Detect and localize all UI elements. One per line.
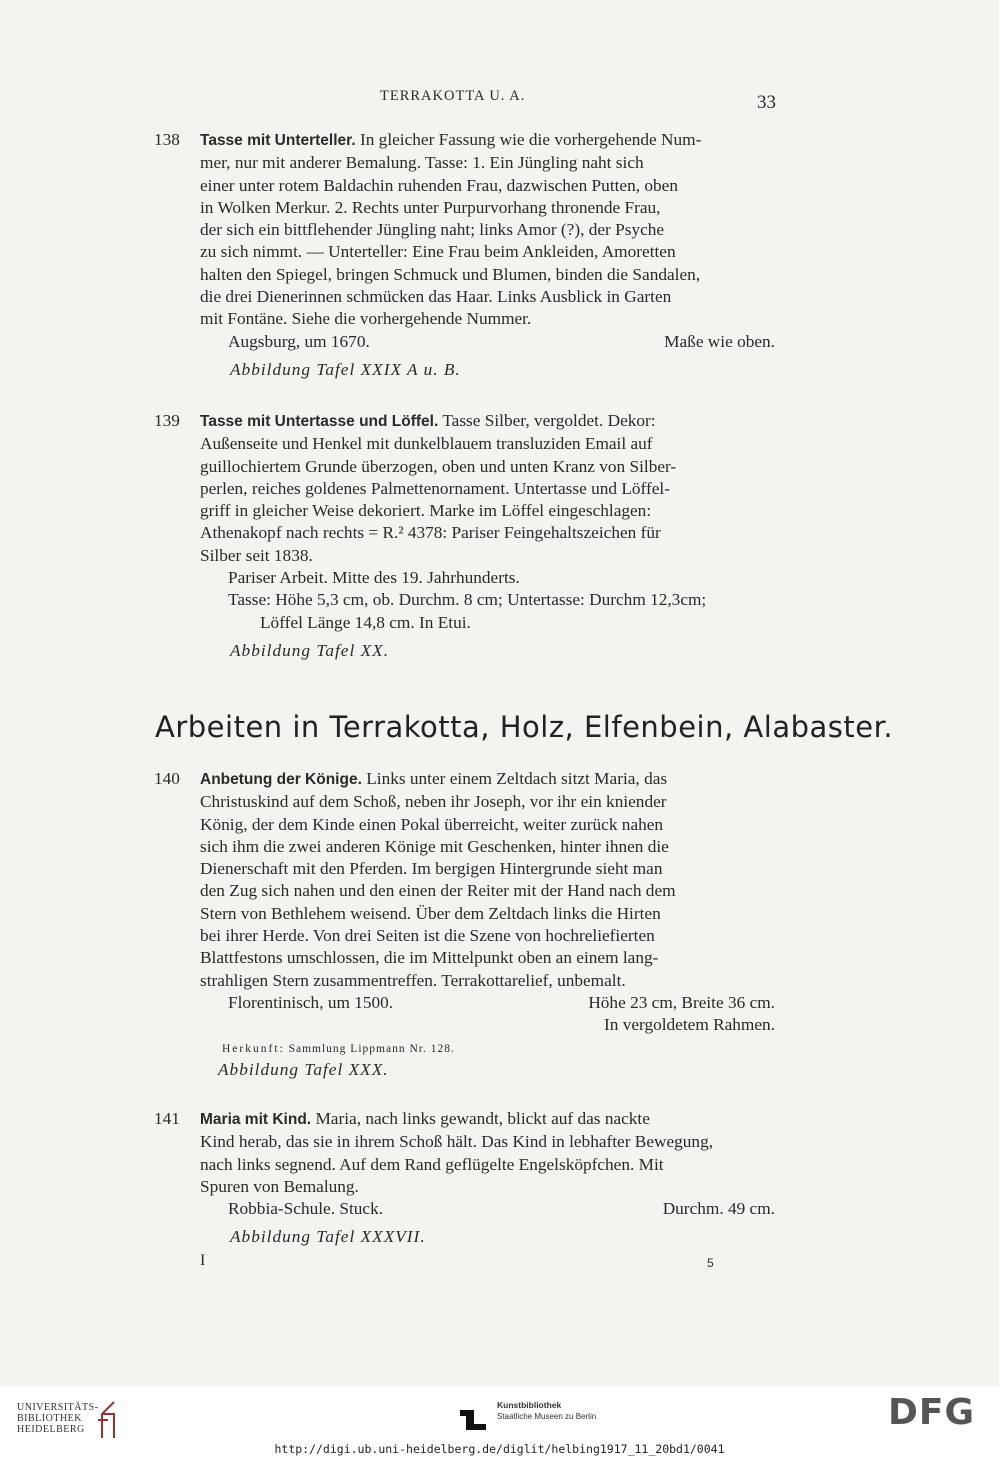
catalog-entry-139: 139 Tasse mit Untertasse und Löffel. Tasse Silber, vergoldet. Dekor: Außenseite und Henkel mit dunkelblauem transluziden Email auf guillochiertem Grunde überzogen, oben und unten Kranz von Silber- perlen, reiches goldenes Palmettenornament. Untertasse und Löffel- griff in gleicher Weise dekoriert. Marke im Löffel eingeschlagen: Athenakopf nach rechts = R.² 4378: Pariser Feingehaltszeichen für Silber seit 1838. Pariser Arbeit. Mitte des 19. Jahrhunderts. Tasse: Höhe 5,3 cm, ob. Durchm. 8 cm; Untertasse: Durchm 12,3cm; Löffel Länge 14,8 cm. In Etui. Abbildung Tafel XX. <box>200 410 775 662</box>
catalog-entry-140: 140 Anbetung der Könige. Links unter einem Zeltdach sitzt Maria, das Christuskind auf dem Schoß, neben ihr Joseph, vor ihr ein kniender König, der dem Kinde einen Pokal überreicht, weiter zurück nahen sich ihm die zwei anderen Könige mit Geschenken, hinter ihnen die Dienerschaft mit den Pferden. Im bergigen Hintergrunde sieht man den Zug sich nahen und den einen der Reiter mit der Hand nach dem Stern von Bethlehem weisend. Über dem Zeltdach links die Hirten bei ihrer Herde. Von drei Seiten ist die Szene von hochreliefierten Blattfestons umschlossen, die im Mittelpunkt oben an einem lang- strahligen Stern zusammentreffen. Terrakottarelief, unbemalt. Florentinisch, um 1500. Höhe 23 cm, Breite 36 cm. In vergoldetem Rahmen. Herkunft: Sammlung Lippmann Nr. 128. Abbildung Tafel XXX. <box>200 768 775 1081</box>
running-head: TERRAKOTTA U. A. <box>380 88 526 104</box>
entry-title: Tasse mit Unterteller. <box>200 132 356 149</box>
signature-mark: 5 <box>707 1256 714 1270</box>
signature-mark: I <box>200 1252 206 1269</box>
ub-heidelberg-logo-icon <box>94 1400 122 1440</box>
abbildung-reference: Abbildung Tafel XXXVII. <box>230 1227 426 1247</box>
abbildung-reference: Abbildung Tafel XXX. <box>218 1059 389 1079</box>
dfg-logo: DFG <box>888 1392 976 1433</box>
kunstbibliothek-logo-icon <box>456 1404 490 1434</box>
frame-note: In vergoldetem Rahmen. <box>603 1015 775 1035</box>
measurements: Maße wie oben. <box>664 331 775 351</box>
entry-title: Tasse mit Untertasse und Löffel. <box>200 413 439 430</box>
origin: Augsburg, um 1670. <box>228 331 370 351</box>
entry-title: Anbetung der Könige. <box>200 771 362 788</box>
measurements: Tasse: Höhe 5,3 cm, ob. Durchm. 8 cm; Untertasse: Durchm 12,3cm; <box>228 590 707 610</box>
catalog-entry-141: 141 Maria mit Kind. Maria, nach links gewandt, blickt auf das nackte Kind herab, das sie in ihrem Schoß hält. Das Kind in lebhafter Bewegung, nach links segnend. Auf dem Rand geflügelte Engelsköpfchen. Mit Spuren von Bemalung. Robbia-Schule. Stuck. Durchm. 49 cm. Abbildung Tafel XXXVII. <box>200 1108 775 1249</box>
abbildung-reference: Abbildung Tafel XXIX A u. B. <box>230 359 461 379</box>
source-url[interactable]: http://digi.ub.uni-heidelberg.de/diglit/helbing1917_11_20bd1/0041 <box>274 1442 725 1456</box>
origin: Florentinisch, um 1500. <box>228 992 394 1012</box>
measurements-cont: Löffel Länge 14,8 cm. In Etui. <box>260 612 471 632</box>
entry-number: 138 <box>154 130 180 149</box>
digitization-footer <box>0 1386 999 1460</box>
entry-number: 141 <box>154 1109 180 1128</box>
entry-number: 139 <box>154 411 180 430</box>
entry-title: Maria mit Kind. <box>200 1111 312 1128</box>
entry-number: 140 <box>154 769 180 788</box>
catalog-entry-138: 138 Tasse mit Unterteller. In gleicher Fassung wie die vorhergehende Num- mer, nur mit anderer Bemalung. Tasse: 1. Ein Jüngling naht sich einer unter rotem Baldachin ruhenden Frau, dazwischen Putten, oben in Wolken Merkur. 2. Rechts unter Purpurvorhang thronende Frau, der sich ein bittflehender Jüngling naht; links Amor (?), der Psyche zu sich nimmt. — Unterteller: Eine Frau beim Ankleiden, Amoretten halten den Spiegel, bringen Schmuck und Blumen, binden die Sandalen, die drei Dienerinnen schmücken das Haar. Links Ausblick in Garten mit Fontäne. Siehe die vorhergehende Nummer. Augsburg, um 1670. Maße wie oben. Abbildung Tafel XXIX A u. B. <box>200 129 775 381</box>
kunstbibliothek-label: Kunstbibliothek Staatliche Museen zu Berlin <box>497 1400 597 1421</box>
abbildung-reference: Abbildung Tafel XX. <box>230 640 390 660</box>
origin: Pariser Arbeit. Mitte des 19. Jahrhunderts. <box>228 568 520 588</box>
section-heading: Arbeiten in Terrakotta, Holz, Elfenbein, Alabaster. <box>155 710 894 744</box>
provenance: Herkunft: Sammlung Lippmann Nr. 128. <box>222 1042 455 1055</box>
page-number: 33 <box>757 92 776 113</box>
measurements: Durchm. 49 cm. <box>662 1199 775 1219</box>
ub-heidelberg-label: UNIVERSITÄTS- BIBLIOTHEK HEIDELBERG <box>17 1402 99 1435</box>
measurements: Höhe 23 cm, Breite 36 cm. <box>588 992 775 1012</box>
origin: Robbia-Schule. Stuck. <box>228 1199 384 1219</box>
